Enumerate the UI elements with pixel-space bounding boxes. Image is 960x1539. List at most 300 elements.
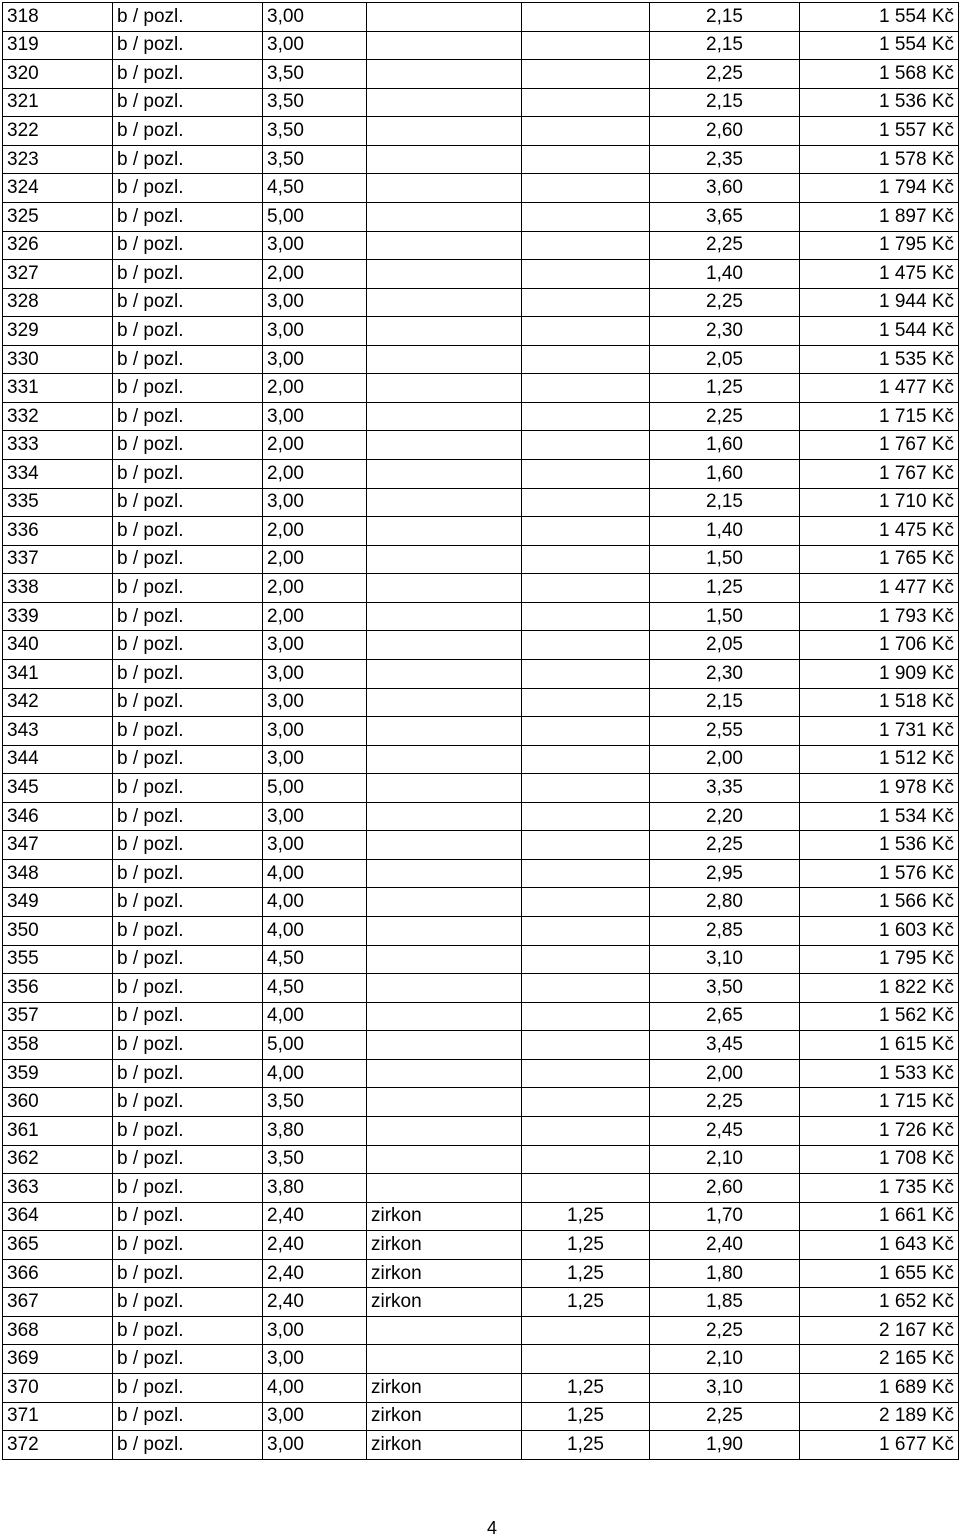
weight-cell: 3,00 — [263, 231, 367, 260]
table-row — [3, 460, 959, 489]
stone-size-cell — [522, 745, 650, 774]
stone-size-cell — [522, 602, 650, 631]
stone-cell — [367, 402, 522, 431]
weight-cell: 3,50 — [263, 1088, 367, 1117]
finish-cell: b / pozl. — [113, 517, 263, 546]
table-row — [3, 1402, 959, 1431]
weight-cell: 4,00 — [263, 917, 367, 946]
stone-cell — [367, 745, 522, 774]
price-cell: 1 897 Kč — [800, 202, 959, 231]
finish-cell: b / pozl. — [113, 60, 263, 89]
size-cell: 2,60 — [650, 117, 800, 146]
finish-cell: b / pozl. — [113, 317, 263, 346]
table-row — [3, 1174, 959, 1203]
table-row — [3, 517, 959, 546]
stone-size-cell — [522, 631, 650, 660]
stone-size-cell — [522, 774, 650, 803]
stone-cell — [367, 88, 522, 117]
stone-size-cell — [522, 374, 650, 403]
size-cell: 3,65 — [650, 202, 800, 231]
stone-cell: zirkon — [367, 1431, 522, 1460]
table-row — [3, 174, 959, 203]
table-row — [3, 202, 959, 231]
size-cell: 2,05 — [650, 631, 800, 660]
weight-cell: 3,00 — [263, 659, 367, 688]
price-cell: 2 167 Kč — [800, 1316, 959, 1345]
size-cell: 1,40 — [650, 517, 800, 546]
size-cell: 3,10 — [650, 945, 800, 974]
stone-cell — [367, 802, 522, 831]
table-row — [3, 631, 959, 660]
stone-size-cell — [522, 345, 650, 374]
stone-cell — [367, 31, 522, 60]
finish-cell: b / pozl. — [113, 488, 263, 517]
weight-cell: 2,40 — [263, 1231, 367, 1260]
stone-size-cell — [522, 317, 650, 346]
table-row — [3, 602, 959, 631]
stone-size-cell — [522, 659, 650, 688]
stone-cell — [367, 631, 522, 660]
size-cell: 2,25 — [650, 60, 800, 89]
weight-cell: 4,50 — [263, 945, 367, 974]
stone-size-cell — [522, 717, 650, 746]
price-cell: 1 576 Kč — [800, 859, 959, 888]
table-row — [3, 345, 959, 374]
weight-cell: 3,00 — [263, 717, 367, 746]
table-row — [3, 1259, 959, 1288]
weight-cell: 2,00 — [263, 260, 367, 289]
finish-cell: b / pozl. — [113, 659, 263, 688]
stone-size-cell — [522, 888, 650, 917]
stone-cell — [367, 374, 522, 403]
item-number-cell: 358 — [3, 1031, 113, 1060]
table-row — [3, 1288, 959, 1317]
size-cell: 2,10 — [650, 1145, 800, 1174]
size-cell: 3,50 — [650, 974, 800, 1003]
item-number-cell: 336 — [3, 517, 113, 546]
finish-cell: b / pozl. — [113, 1288, 263, 1317]
stone-size-cell: 1,25 — [522, 1231, 650, 1260]
stone-size-cell — [522, 517, 650, 546]
stone-cell — [367, 888, 522, 917]
item-number-cell: 320 — [3, 60, 113, 89]
size-cell: 3,45 — [650, 1031, 800, 1060]
table-row — [3, 1431, 959, 1460]
size-cell: 2,15 — [650, 688, 800, 717]
item-number-cell: 355 — [3, 945, 113, 974]
item-number-cell: 331 — [3, 374, 113, 403]
stone-size-cell — [522, 1116, 650, 1145]
price-cell: 1 578 Kč — [800, 145, 959, 174]
weight-cell: 3,00 — [263, 402, 367, 431]
size-cell: 2,25 — [650, 831, 800, 860]
size-cell: 2,40 — [650, 1231, 800, 1260]
weight-cell: 2,00 — [263, 517, 367, 546]
finish-cell: b / pozl. — [113, 1116, 263, 1145]
stone-size-cell — [522, 545, 650, 574]
stone-cell — [367, 917, 522, 946]
finish-cell: b / pozl. — [113, 602, 263, 631]
table-row — [3, 31, 959, 60]
price-cell: 1 706 Kč — [800, 631, 959, 660]
item-number-cell: 368 — [3, 1316, 113, 1345]
item-number-cell: 345 — [3, 774, 113, 803]
stone-size-cell — [522, 1316, 650, 1345]
weight-cell: 3,00 — [263, 345, 367, 374]
size-cell: 2,25 — [650, 288, 800, 317]
price-cell: 1 944 Kč — [800, 288, 959, 317]
stone-size-cell — [522, 431, 650, 460]
stone-size-cell — [522, 31, 650, 60]
stone-size-cell: 1,25 — [522, 1288, 650, 1317]
stone-size-cell — [522, 402, 650, 431]
weight-cell: 5,00 — [263, 202, 367, 231]
stone-cell — [367, 1088, 522, 1117]
finish-cell: b / pozl. — [113, 1431, 263, 1460]
item-number-cell: 363 — [3, 1174, 113, 1203]
stone-cell — [367, 517, 522, 546]
size-cell: 2,10 — [650, 1345, 800, 1374]
finish-cell: b / pozl. — [113, 345, 263, 374]
table-row — [3, 1202, 959, 1231]
finish-cell: b / pozl. — [113, 945, 263, 974]
item-number-cell: 321 — [3, 88, 113, 117]
price-cell: 1 652 Kč — [800, 1288, 959, 1317]
stone-size-cell — [522, 174, 650, 203]
item-number-cell: 349 — [3, 888, 113, 917]
weight-cell: 2,00 — [263, 602, 367, 631]
item-number-cell: 357 — [3, 1002, 113, 1031]
table-row — [3, 574, 959, 603]
size-cell: 2,25 — [650, 1402, 800, 1431]
item-number-cell: 342 — [3, 688, 113, 717]
stone-size-cell — [522, 145, 650, 174]
item-number-cell: 328 — [3, 288, 113, 317]
weight-cell: 3,00 — [263, 3, 367, 32]
size-cell: 1,85 — [650, 1288, 800, 1317]
weight-cell: 3,00 — [263, 831, 367, 860]
finish-cell: b / pozl. — [113, 31, 263, 60]
stone-size-cell — [522, 3, 650, 32]
price-cell: 1 533 Kč — [800, 1059, 959, 1088]
finish-cell: b / pozl. — [113, 717, 263, 746]
stone-size-cell — [522, 1345, 650, 1374]
stone-size-cell: 1,25 — [522, 1259, 650, 1288]
item-number-cell: 347 — [3, 831, 113, 860]
table-row — [3, 917, 959, 946]
table-row — [3, 859, 959, 888]
item-number-cell: 370 — [3, 1374, 113, 1403]
weight-cell: 4,50 — [263, 174, 367, 203]
table-row — [3, 717, 959, 746]
stone-cell — [367, 945, 522, 974]
table-row — [3, 545, 959, 574]
price-cell: 1 909 Kč — [800, 659, 959, 688]
stone-size-cell — [522, 488, 650, 517]
size-cell: 2,60 — [650, 1174, 800, 1203]
price-cell: 1 477 Kč — [800, 374, 959, 403]
table-row — [3, 888, 959, 917]
price-cell: 1 536 Kč — [800, 88, 959, 117]
stone-cell — [367, 145, 522, 174]
stone-size-cell — [522, 1002, 650, 1031]
finish-cell: b / pozl. — [113, 917, 263, 946]
price-cell: 1 731 Kč — [800, 717, 959, 746]
table-row — [3, 1374, 959, 1403]
table-row — [3, 1116, 959, 1145]
stone-cell — [367, 60, 522, 89]
stone-size-cell — [522, 802, 650, 831]
price-cell: 1 562 Kč — [800, 1002, 959, 1031]
finish-cell: b / pozl. — [113, 802, 263, 831]
size-cell: 2,15 — [650, 488, 800, 517]
size-cell: 1,80 — [650, 1259, 800, 1288]
weight-cell: 3,50 — [263, 1145, 367, 1174]
size-cell: 1,90 — [650, 1431, 800, 1460]
item-number-cell: 341 — [3, 659, 113, 688]
item-number-cell: 323 — [3, 145, 113, 174]
table-row — [3, 431, 959, 460]
price-cell: 1 795 Kč — [800, 231, 959, 260]
size-cell: 2,25 — [650, 1316, 800, 1345]
finish-cell: b / pozl. — [113, 117, 263, 146]
size-cell: 1,50 — [650, 545, 800, 574]
stone-cell — [367, 231, 522, 260]
table-row — [3, 1316, 959, 1345]
table-body — [3, 3, 959, 1460]
table-row — [3, 774, 959, 803]
price-cell: 1 708 Kč — [800, 1145, 959, 1174]
item-number-cell: 343 — [3, 717, 113, 746]
table-row — [3, 145, 959, 174]
size-cell: 2,55 — [650, 717, 800, 746]
size-cell: 2,80 — [650, 888, 800, 917]
table-row — [3, 288, 959, 317]
size-cell: 2,15 — [650, 31, 800, 60]
size-cell: 2,25 — [650, 231, 800, 260]
finish-cell: b / pozl. — [113, 574, 263, 603]
weight-cell: 3,00 — [263, 1316, 367, 1345]
item-number-cell: 319 — [3, 31, 113, 60]
item-number-cell: 335 — [3, 488, 113, 517]
stone-cell — [367, 859, 522, 888]
weight-cell: 2,00 — [263, 431, 367, 460]
table-row — [3, 117, 959, 146]
finish-cell: b / pozl. — [113, 888, 263, 917]
table-row — [3, 1031, 959, 1060]
table-row — [3, 1345, 959, 1374]
stone-cell — [367, 688, 522, 717]
price-cell: 1 794 Kč — [800, 174, 959, 203]
finish-cell: b / pozl. — [113, 431, 263, 460]
item-number-cell: 318 — [3, 3, 113, 32]
price-cell: 1 677 Kč — [800, 1431, 959, 1460]
price-cell: 1 795 Kč — [800, 945, 959, 974]
size-cell: 1,25 — [650, 574, 800, 603]
weight-cell: 4,00 — [263, 1002, 367, 1031]
weight-cell: 2,00 — [263, 374, 367, 403]
finish-cell: b / pozl. — [113, 1145, 263, 1174]
item-number-cell: 346 — [3, 802, 113, 831]
size-cell: 3,10 — [650, 1374, 800, 1403]
stone-cell — [367, 3, 522, 32]
stone-cell: zirkon — [367, 1231, 522, 1260]
price-cell: 1 512 Kč — [800, 745, 959, 774]
weight-cell: 3,00 — [263, 688, 367, 717]
price-cell: 1 615 Kč — [800, 1031, 959, 1060]
stone-cell — [367, 488, 522, 517]
price-cell: 1 793 Kč — [800, 602, 959, 631]
weight-cell: 3,00 — [263, 488, 367, 517]
stone-size-cell — [522, 288, 650, 317]
stone-cell: zirkon — [367, 1374, 522, 1403]
finish-cell: b / pozl. — [113, 402, 263, 431]
table-row — [3, 802, 959, 831]
finish-cell: b / pozl. — [113, 745, 263, 774]
price-cell: 1 518 Kč — [800, 688, 959, 717]
stone-size-cell — [522, 202, 650, 231]
finish-cell: b / pozl. — [113, 88, 263, 117]
stone-size-cell — [522, 1031, 650, 1060]
stone-size-cell — [522, 260, 650, 289]
table-row — [3, 1088, 959, 1117]
item-number-cell: 369 — [3, 1345, 113, 1374]
finish-cell: b / pozl. — [113, 545, 263, 574]
stone-size-cell — [522, 460, 650, 489]
table-row — [3, 659, 959, 688]
stone-cell: zirkon — [367, 1288, 522, 1317]
price-cell: 1 568 Kč — [800, 60, 959, 89]
item-number-cell: 322 — [3, 117, 113, 146]
stone-size-cell: 1,25 — [522, 1374, 650, 1403]
stone-size-cell — [522, 831, 650, 860]
item-number-cell: 366 — [3, 1259, 113, 1288]
stone-size-cell — [522, 1145, 650, 1174]
item-number-cell: 324 — [3, 174, 113, 203]
weight-cell: 3,00 — [263, 631, 367, 660]
weight-cell: 3,50 — [263, 60, 367, 89]
stone-cell — [367, 1116, 522, 1145]
item-number-cell: 364 — [3, 1202, 113, 1231]
weight-cell: 2,40 — [263, 1259, 367, 1288]
stone-cell: zirkon — [367, 1402, 522, 1431]
weight-cell: 3,80 — [263, 1174, 367, 1203]
table-row — [3, 488, 959, 517]
item-number-cell: 327 — [3, 260, 113, 289]
weight-cell: 5,00 — [263, 774, 367, 803]
price-cell: 1 477 Kč — [800, 574, 959, 603]
finish-cell: b / pozl. — [113, 831, 263, 860]
stone-size-cell: 1,25 — [522, 1202, 650, 1231]
item-number-cell: 362 — [3, 1145, 113, 1174]
finish-cell: b / pozl. — [113, 1316, 263, 1345]
item-number-cell: 350 — [3, 917, 113, 946]
stone-size-cell — [522, 117, 650, 146]
table-row — [3, 317, 959, 346]
price-cell: 1 767 Kč — [800, 460, 959, 489]
weight-cell: 3,50 — [263, 88, 367, 117]
price-cell: 1 765 Kč — [800, 545, 959, 574]
table-row — [3, 688, 959, 717]
size-cell: 3,35 — [650, 774, 800, 803]
finish-cell: b / pozl. — [113, 1002, 263, 1031]
stone-cell — [367, 545, 522, 574]
stone-cell — [367, 1316, 522, 1345]
weight-cell: 3,00 — [263, 802, 367, 831]
stone-cell — [367, 174, 522, 203]
price-cell: 1 726 Kč — [800, 1116, 959, 1145]
weight-cell: 4,00 — [263, 1059, 367, 1088]
size-cell: 2,35 — [650, 145, 800, 174]
price-cell: 1 715 Kč — [800, 1088, 959, 1117]
finish-cell: b / pozl. — [113, 774, 263, 803]
price-cell: 1 534 Kč — [800, 802, 959, 831]
table-row — [3, 3, 959, 32]
price-cell: 1 544 Kč — [800, 317, 959, 346]
stone-cell — [367, 831, 522, 860]
finish-cell: b / pozl. — [113, 1059, 263, 1088]
size-cell: 2,25 — [650, 402, 800, 431]
stone-size-cell — [522, 945, 650, 974]
item-number-cell: 337 — [3, 545, 113, 574]
stone-cell — [367, 1031, 522, 1060]
weight-cell: 3,00 — [263, 288, 367, 317]
size-cell: 2,65 — [650, 1002, 800, 1031]
size-cell: 1,60 — [650, 460, 800, 489]
stone-cell — [367, 974, 522, 1003]
weight-cell: 3,00 — [263, 745, 367, 774]
size-cell: 2,45 — [650, 1116, 800, 1145]
finish-cell: b / pozl. — [113, 260, 263, 289]
item-number-cell: 340 — [3, 631, 113, 660]
stone-cell — [367, 117, 522, 146]
price-cell: 1 566 Kč — [800, 888, 959, 917]
item-number-cell: 344 — [3, 745, 113, 774]
size-cell: 2,15 — [650, 3, 800, 32]
weight-cell: 2,00 — [263, 574, 367, 603]
stone-cell — [367, 1059, 522, 1088]
item-number-cell: 330 — [3, 345, 113, 374]
stone-size-cell — [522, 574, 650, 603]
price-cell: 1 655 Kč — [800, 1259, 959, 1288]
stone-size-cell — [522, 231, 650, 260]
stone-size-cell — [522, 917, 650, 946]
finish-cell: b / pozl. — [113, 974, 263, 1003]
stone-size-cell — [522, 1059, 650, 1088]
finish-cell: b / pozl. — [113, 288, 263, 317]
table-row — [3, 1059, 959, 1088]
stone-size-cell — [522, 859, 650, 888]
stone-cell — [367, 1174, 522, 1203]
weight-cell: 4,00 — [263, 859, 367, 888]
finish-cell: b / pozl. — [113, 688, 263, 717]
table-row — [3, 260, 959, 289]
stone-cell — [367, 1345, 522, 1374]
weight-cell: 4,00 — [263, 1374, 367, 1403]
table-row — [3, 745, 959, 774]
price-cell: 2 189 Kč — [800, 1402, 959, 1431]
table-row — [3, 1231, 959, 1260]
finish-cell: b / pozl. — [113, 3, 263, 32]
weight-cell: 4,50 — [263, 974, 367, 1003]
table-row — [3, 231, 959, 260]
finish-cell: b / pozl. — [113, 1259, 263, 1288]
size-cell: 2,95 — [650, 859, 800, 888]
table-row — [3, 974, 959, 1003]
stone-cell: zirkon — [367, 1259, 522, 1288]
finish-cell: b / pozl. — [113, 1088, 263, 1117]
price-table — [2, 2, 959, 1460]
